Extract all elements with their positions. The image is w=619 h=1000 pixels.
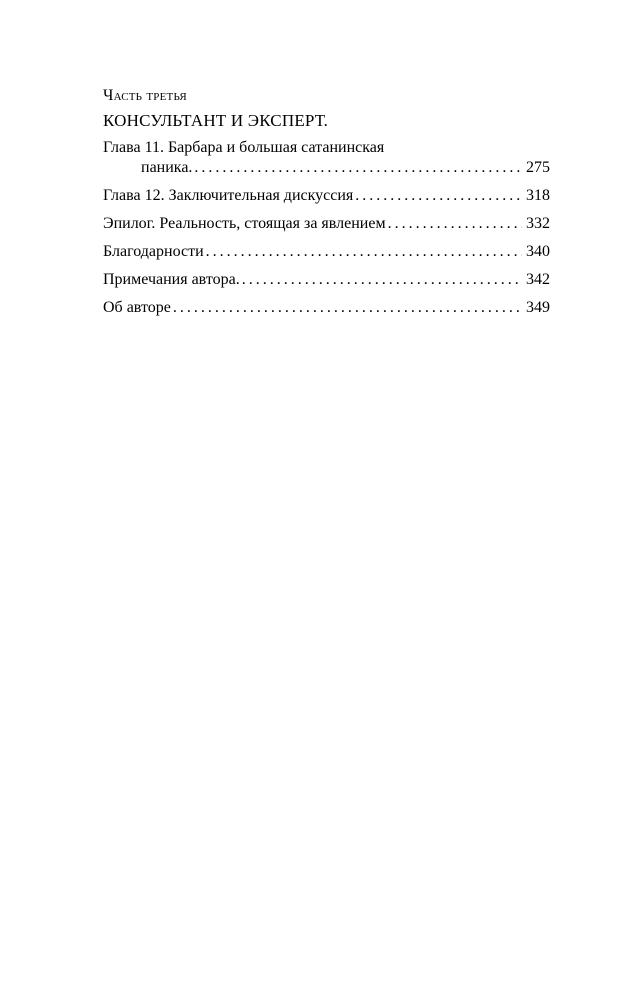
toc-entry-title: Эпилог. Реальность, стоящая за явлением: [103, 215, 386, 232]
dot-leader: [388, 214, 522, 234]
toc-page-number: 332: [526, 215, 550, 232]
toc-page-number: 342: [526, 271, 550, 288]
toc-entry-title: Благодарности: [103, 243, 204, 260]
table-of-contents: [103, 86, 550, 326]
toc-entry-title: Об авторе: [103, 299, 171, 316]
part-title: КОНСУЛЬТАНТ И ЭКСПЕРТ.: [103, 111, 329, 130]
dot-leader: [194, 158, 522, 178]
toc-entry-acknowledgements[interactable]: [103, 242, 550, 262]
toc-page-number: 340: [526, 243, 550, 260]
dot-leader: [206, 242, 522, 262]
toc-entry-about-author[interactable]: [103, 298, 550, 318]
dot-leader: [173, 298, 522, 318]
toc-page-number: 318: [526, 187, 550, 204]
toc-entry-title: Глава 12. Заключительная дискуссия: [103, 187, 354, 204]
toc-entry-author-notes[interactable]: [103, 270, 550, 290]
toc-page-number: 349: [526, 299, 550, 316]
toc-page-number: 275: [526, 159, 550, 176]
dot-leader: [355, 186, 522, 206]
toc-entry-epilogue[interactable]: [103, 214, 550, 234]
dot-leader: [242, 270, 522, 290]
toc-entry-chapter-12[interactable]: [103, 186, 550, 206]
toc-entry-chapter-11[interactable]: [103, 138, 550, 178]
toc-entry-title-continuation: паника.: [141, 159, 193, 176]
toc-entry-title: Примечания автора.: [103, 271, 240, 288]
part-label: Часть третья: [103, 87, 187, 104]
toc-entry-title-line: Глава 11. Барбара и большая сатанинская: [103, 139, 385, 156]
